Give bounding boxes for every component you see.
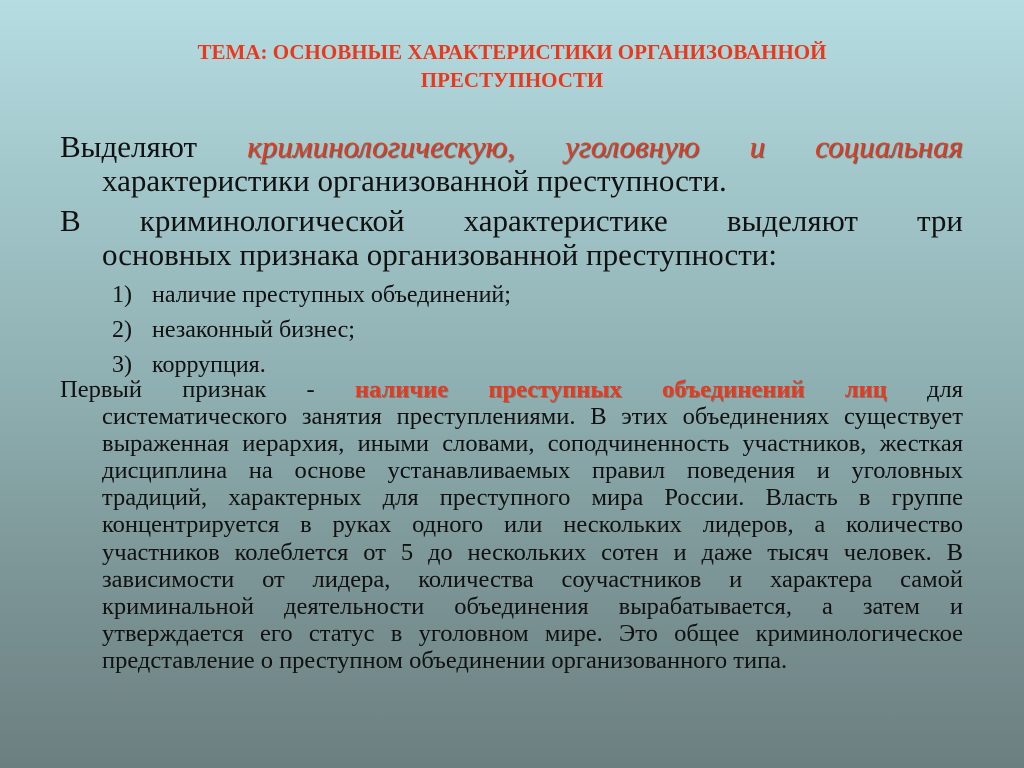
highlight-criminal: уголовную xyxy=(564,129,700,164)
highlight-presence: наличие xyxy=(354,376,449,403)
paragraph-characteristics xyxy=(60,130,963,198)
highlight-persons: лиц xyxy=(844,376,887,403)
slide-title xyxy=(100,38,924,94)
word-first: Первый xyxy=(60,376,142,403)
word-three: три xyxy=(916,203,963,238)
paragraph-characteristics-line-1 xyxy=(60,130,963,164)
list-item xyxy=(112,278,511,313)
paragraph-first-sign-body: систематического занятия преступлениями. В этих объединениях существует выраженная иерархия, иными словами, соподчиненность участников, жесткая дисциплина на основе устанавливаемых правил поведения и уголовных традиций, характерных для преступного мира России. Власть в группе концентрируется в руках одного или нескольких лидеров, а количество участников колеблется от 5 до нескольких сотен и даже тысяч человек. В зависимости от лидера, количества соучастников и характера самой криминальной деятельности объединения вырабатывается, а затем и утверждается его статус в уголовном мире. Это общее криминологическое представление о преступном объединении организованного типа. xyxy=(102,403,963,674)
word-v: В xyxy=(60,203,81,238)
paragraph-first-sign xyxy=(60,376,963,674)
word-for: для xyxy=(927,376,963,403)
list-item-text: наличие преступных объединений; xyxy=(152,282,511,308)
paragraph-three-signs xyxy=(60,204,963,272)
signs-list xyxy=(112,278,511,383)
word-characteristic: характеристике xyxy=(463,203,668,238)
list-item-number: 1) xyxy=(112,282,132,308)
highlight-criminological: криминологическую, xyxy=(247,129,515,164)
paragraph-first-sign-line-1 xyxy=(60,376,963,403)
list-item xyxy=(112,313,511,348)
list-item-number: 2) xyxy=(112,317,132,343)
highlight-social: социальная xyxy=(815,129,963,164)
word-sign: признак xyxy=(182,376,267,403)
slide-title-line-2: ПРЕСТУПНОСТИ xyxy=(420,68,604,92)
paragraph-three-signs-line-1 xyxy=(60,204,963,238)
word-distinguish: выделяют xyxy=(726,203,858,238)
highlight-criminal-adj: преступных xyxy=(488,376,622,403)
list-item-text: незаконный бизнес; xyxy=(152,317,355,343)
list-item-text: коррупция. xyxy=(152,352,266,378)
list-item-number: 3) xyxy=(112,352,132,378)
paragraph-characteristics-continuation: характеристики организованной преступности. xyxy=(102,163,727,198)
highlight-and: и xyxy=(749,129,765,164)
slide-title-line-1: ТЕМА: ОСНОВНЫЕ ХАРАКТЕРИСТИКИ ОРГАНИЗОВАННОЙ xyxy=(197,40,827,64)
word-vydelyayut: Выделяют xyxy=(60,129,198,164)
paragraph-three-signs-continuation: основных признака организованной преступности: xyxy=(102,237,778,272)
word-dash: - xyxy=(306,376,315,403)
highlight-associations: объединений xyxy=(662,376,805,403)
word-criminological: криминологической xyxy=(139,203,405,238)
